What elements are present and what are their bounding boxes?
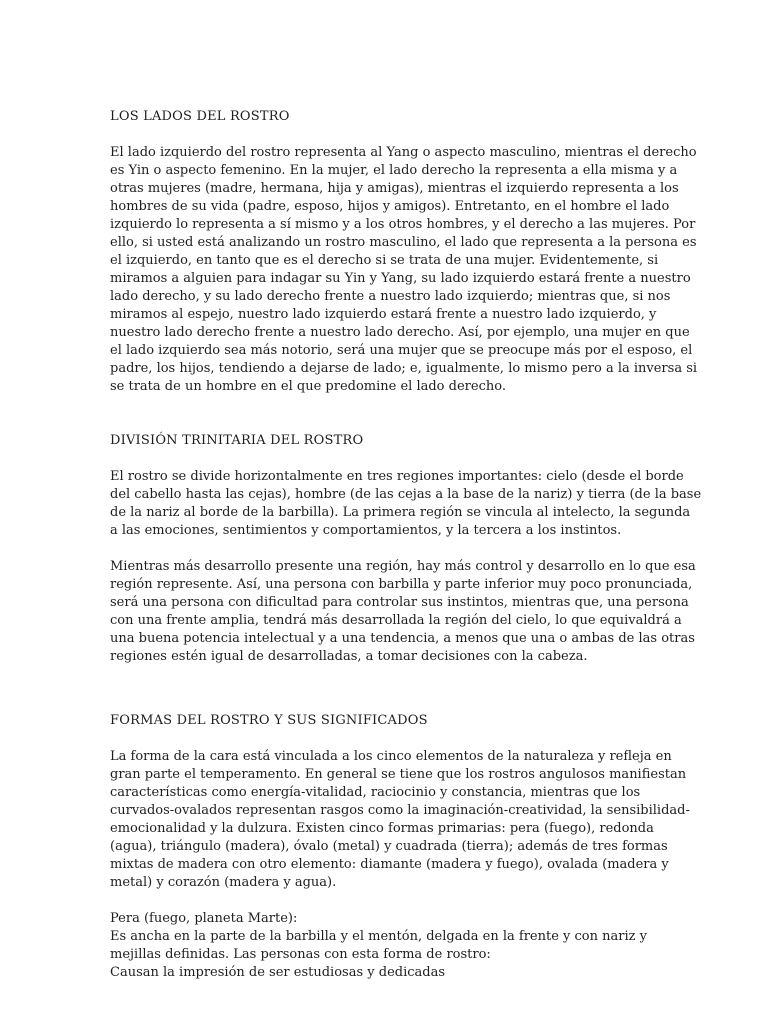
text-line: otras mujeres (madre, hermana, hija y amigas), mientras el izquierdo representa a los bbox=[110, 181, 679, 196]
text-line: mixtas de madera con otro elemento: diamante (madera y fuego), ovalada (madera y bbox=[110, 857, 669, 872]
text-line: con una frente amplia, tendrá más desarrollada la región del cielo, lo que equivaldrá a bbox=[110, 613, 682, 628]
text-line: metal) y corazón (madera y agua). bbox=[110, 875, 337, 890]
text-line: padre, los hijos, tendiendo a dejarse de lado; e, igualmente, lo mismo pero a la inversa si bbox=[110, 361, 698, 376]
text-line: región represente. Así, una persona con barbilla y parte inferior muy poco pronunciada, bbox=[110, 577, 693, 592]
text-line: Es ancha en la parte de la barbilla y el mentón, delgada en la frente y con nariz y bbox=[110, 929, 647, 944]
text-line: es Yin o aspecto femenino. En la mujer, el lado derecho la representa a ella misma y a bbox=[110, 163, 678, 178]
paragraph-formas-del-rostro-2 bbox=[110, 910, 660, 982]
text-line: emocionalidad y la dulzura. Existen cinco formas primarias: pera (fuego), redonda bbox=[110, 821, 654, 836]
text-line: será una persona con dificultad para controlar sus instintos, mientras que, una persona bbox=[110, 595, 689, 610]
text-line: a las emociones, sentimientos y comportamientos, y la tercera a los instintos. bbox=[110, 523, 622, 538]
text-line: una buena potencia intelectual y a una tendencia, a menos que una o ambas de las otras bbox=[110, 631, 695, 646]
paragraph-division-trinitaria-1 bbox=[110, 468, 702, 540]
text-line: el lado izquierdo sea más notorio, será una mujer que se preocupe más por el esposo, el bbox=[110, 343, 693, 358]
paragraph-division-trinitaria-2 bbox=[110, 558, 696, 666]
text-line: lado derecho, y su lado derecho frente a nuestro lado izquierdo; mientras que, si nos bbox=[110, 289, 671, 304]
text-line: de la nariz al borde de la barbilla). La primera región se vincula al intelecto, la segunda bbox=[110, 505, 691, 520]
text-line: izquierdo lo representa a sí mismo y a los otros hombres, y el derecho a las mujeres. Por bbox=[110, 217, 696, 232]
text-line: ello, si usted está analizando un rostro masculino, el lado que representa a la persona es bbox=[110, 235, 697, 250]
text-line: curvados-ovalados representan rasgos como la imaginación-creatividad, la sensibilidad- bbox=[110, 803, 690, 818]
text-line: gran parte el temperamento. En general se tiene que los rostros angulosos manifiestan bbox=[110, 767, 687, 782]
text-line: hombres de su vida (padre, esposo, hijos y amigos). Entretanto, en el hombre el lado bbox=[110, 199, 670, 214]
text-line: regiones estén igual de desarrolladas, a tomar decisiones con la cabeza. bbox=[110, 649, 588, 664]
text-line: mejillas definidas. Las personas con esta forma de rostro: bbox=[110, 947, 491, 962]
text-line: (agua), triángulo (madera), óvalo (metal) y cuadrada (tierra); además de tres formas bbox=[110, 839, 668, 854]
text-line: se trata de un hombre en el que predomine el lado derecho. bbox=[110, 379, 506, 394]
text-line: del cabello hasta las cejas), hombre (de las cejas a la base de la nariz) y tierra (de la base bbox=[110, 487, 702, 502]
text-line: el izquierdo, en tanto que es el derecho si se trata de una mujer. Evidentemente, si bbox=[110, 253, 659, 268]
text-line: El rostro se divide horizontalmente en tres regiones importantes: cielo (desde el borde bbox=[110, 469, 684, 484]
text-line: nuestro lado derecho frente a nuestro lado derecho. Así, por ejemplo, una mujer en que bbox=[110, 325, 690, 340]
paragraph-lados-del-rostro bbox=[110, 144, 698, 396]
text-line: Pera (fuego, planeta Marte): bbox=[110, 911, 298, 926]
text-line: miramos al espejo, nuestro lado izquierdo estará frente a nuestro lado izquierdo, y bbox=[110, 307, 657, 322]
section-heading-division-trinitaria: DIVISIÓN TRINITARIA DEL ROSTRO bbox=[110, 433, 364, 448]
section-heading-formas-del-rostro: FORMAS DEL ROSTRO Y SUS SIGNIFICADOS bbox=[110, 713, 428, 728]
text-line: miramos a alguien para indagar su Yin y Yang, su lado izquierdo estará frente a nuestro bbox=[110, 271, 691, 286]
text-line: Causan la impresión de ser estudiosas y dedicadas bbox=[110, 965, 446, 980]
text-line: características como energía-vitalidad, raciocinio y constancia, mientras que los bbox=[110, 785, 641, 800]
paragraph-formas-del-rostro-1 bbox=[110, 748, 690, 892]
text-line: Mientras más desarrollo presente una región, hay más control y desarrollo en lo que esa bbox=[110, 559, 696, 574]
document-body bbox=[110, 108, 702, 982]
text-line: El lado izquierdo del rostro representa al Yang o aspecto masculino, mientras el derecho bbox=[110, 145, 697, 160]
text-line: La forma de la cara está vinculada a los cinco elementos de la naturaleza y refleja en bbox=[110, 749, 672, 764]
section-heading-lados-del-rostro: LOS LADOS DEL ROSTRO bbox=[110, 109, 290, 124]
